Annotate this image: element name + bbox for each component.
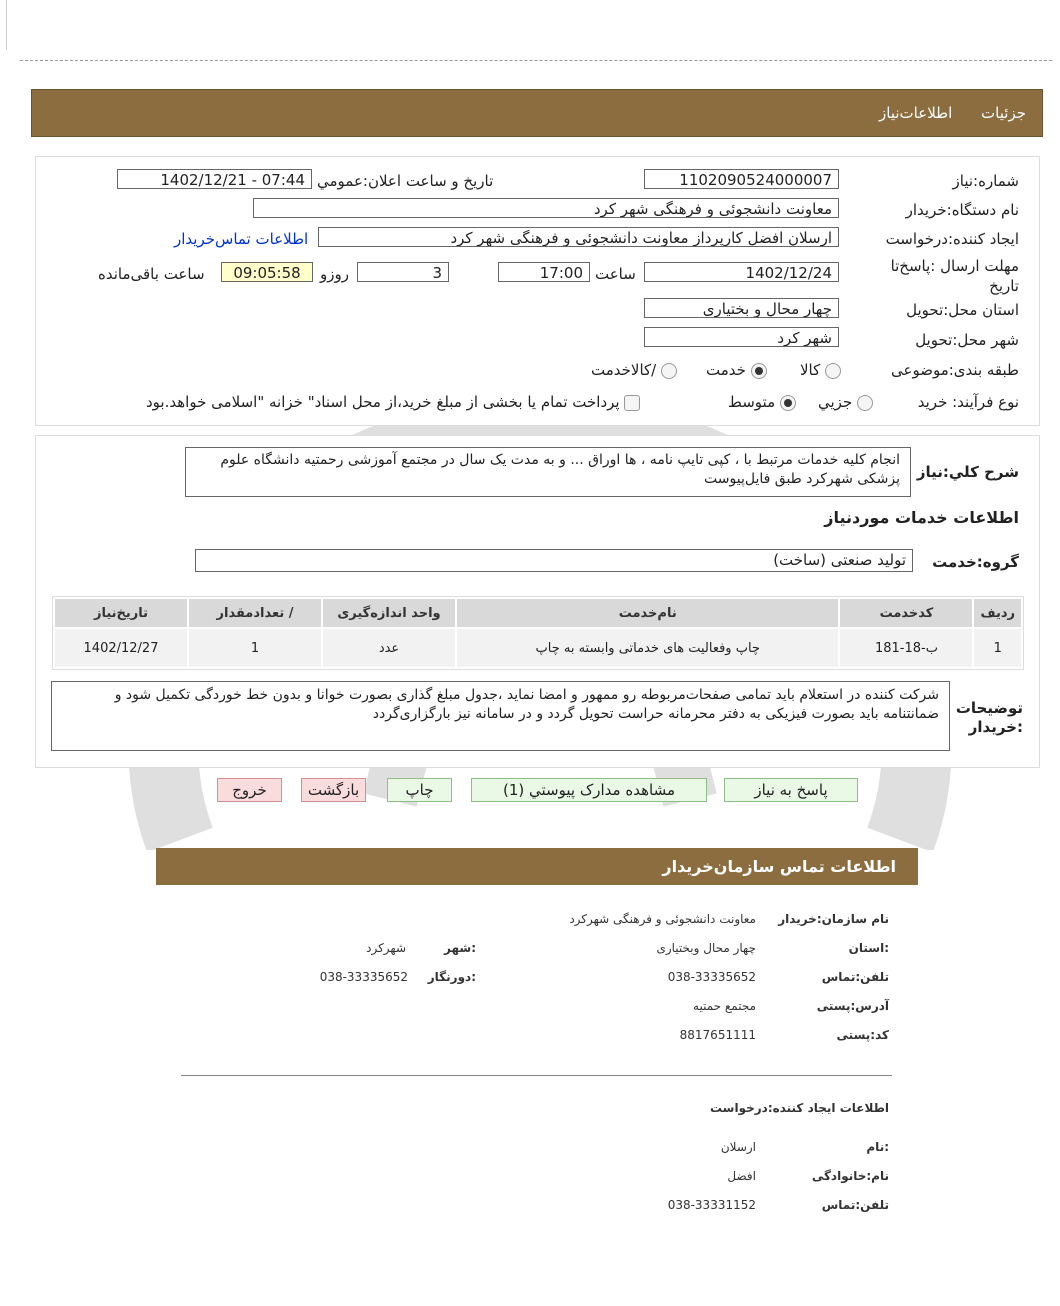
category-radio-goods-service[interactable] bbox=[591, 361, 677, 379]
contact-postal-label: کد:پستی bbox=[836, 1028, 889, 1042]
days-remaining-field: 3 bbox=[357, 262, 449, 282]
deadline-hour-label: ساعت bbox=[595, 265, 636, 283]
col-service-name: نام‌خدمت bbox=[457, 599, 838, 627]
checkbox-icon[interactable] bbox=[624, 395, 640, 411]
deadline-time-field: 17:00 bbox=[498, 262, 590, 282]
cell-unit: عدد bbox=[323, 629, 455, 667]
deadline-label: مهلت ارسال :پاسخ‌تا تاریخ bbox=[890, 257, 1019, 295]
radio-icon[interactable] bbox=[857, 395, 873, 411]
col-unit: واحد اندازه‌گیری bbox=[323, 599, 455, 627]
need-number-field: 1102090524000007 bbox=[644, 169, 839, 189]
creator-phone-label: تلفن:تماس bbox=[821, 1198, 889, 1212]
category-goods-label: کالا bbox=[800, 361, 821, 379]
category-radio-service[interactable] bbox=[706, 361, 767, 379]
contact-address-value: مجتمع حمتیه bbox=[693, 999, 756, 1013]
radio-selected-icon[interactable] bbox=[751, 363, 767, 379]
process-radio-minor[interactable] bbox=[818, 393, 873, 411]
creator-name-label: :نام bbox=[866, 1140, 889, 1154]
category-goods-service-label: /کالاخدمت bbox=[591, 361, 657, 379]
contact-section-title: اطلاعات تماس سازمان‌خریدار bbox=[662, 857, 896, 876]
contact-section-header bbox=[156, 848, 918, 885]
creator-info-title: اطلاعات ایجاد کننده:درخواست bbox=[709, 1101, 889, 1115]
view-attachments-button[interactable]: مشاهده مدارک پیوستي (1) bbox=[471, 778, 707, 802]
details-header-bar bbox=[31, 89, 1043, 137]
announce-label: تاریخ و ساعت اعلان:عمومي bbox=[317, 172, 494, 190]
process-radio-medium[interactable] bbox=[728, 393, 796, 411]
category-label: طبقه بندی:موضوعی bbox=[891, 361, 1019, 379]
col-row: ردیف bbox=[974, 599, 1021, 627]
creator-name-value: ارسلان bbox=[720, 1140, 756, 1154]
exit-button[interactable]: خروج bbox=[217, 778, 282, 802]
creator-field: ارسلان افضل کارپرداز معاونت دانشجوئی و فرهنگی شهر کرد bbox=[318, 227, 839, 247]
category-service-label: خدمت bbox=[706, 361, 746, 379]
buyer-contact-link[interactable]: اطلاعات تماس‌خریدار bbox=[174, 230, 309, 248]
province-field: چهار محال و بختیاری bbox=[644, 298, 839, 318]
contact-fax-value: 038-33335652 bbox=[319, 970, 408, 984]
radio-icon[interactable] bbox=[825, 363, 841, 379]
tab-details[interactable]: جزئیات bbox=[981, 104, 1026, 122]
payment-note-label: پرداخت تمام یا بخشی از مبلغ خرید،از محل اسناد" خزانه "اسلامی خواهد.بود bbox=[146, 393, 620, 411]
radio-icon[interactable] bbox=[661, 363, 677, 379]
radio-selected-icon[interactable] bbox=[780, 395, 796, 411]
print-button[interactable]: چاپ bbox=[387, 778, 452, 802]
contact-postal-value: 8817651111 bbox=[679, 1028, 756, 1042]
left-border-line bbox=[6, 0, 7, 50]
col-need-date: تاریخ‌نیاز bbox=[55, 599, 187, 627]
contact-province-label: :استان bbox=[848, 941, 889, 955]
need-number-label: شماره:نیاز bbox=[952, 172, 1019, 190]
creator-label: ایجاد کننده:درخواست bbox=[885, 230, 1019, 248]
reply-button[interactable]: پاسخ به نیاز bbox=[724, 778, 858, 802]
col-quantity: / تعدادمقدار bbox=[189, 599, 321, 627]
days-label: روزو bbox=[320, 265, 349, 283]
services-title: اطلاعات خدمات موردنیاز bbox=[824, 508, 1019, 527]
contact-city-value: شهرکرد bbox=[366, 941, 406, 955]
city-field: شهر کرد bbox=[644, 327, 839, 347]
col-service-code: کدخدمت bbox=[840, 599, 972, 627]
contact-province-value: چهار محال وبختیاری bbox=[656, 941, 756, 955]
province-label: استان محل:تحویل bbox=[906, 301, 1019, 319]
cell-service-name: چاپ وفعالیت های خدماتی وابسته به چاپ bbox=[457, 629, 838, 667]
services-table bbox=[53, 597, 1023, 669]
table-header-row bbox=[55, 599, 1021, 627]
creator-phone-value: 038-33331152 bbox=[667, 1198, 756, 1212]
service-group-field: تولید صنعتی (ساخت) bbox=[195, 549, 913, 572]
cell-quantity: 1 bbox=[189, 629, 321, 667]
tab-need-info[interactable]: اطلاعات‌نیاز bbox=[879, 104, 953, 122]
contact-org-label: نام سازمان:خریدار bbox=[778, 912, 889, 926]
back-button[interactable]: بازگشت bbox=[301, 778, 366, 802]
buyer-org-field: معاونت دانشجوئی و فرهنگی شهر کرد bbox=[253, 198, 839, 218]
buyer-notes-box: شرکت کننده در استعلام باید تمامی صفحات‌مربوطه رو ممهور و امضا نماید ،جدول مبلغ گذاری بصورت خوانا و بدون خط خوردگی تکمیل شود و ضمانتنامه باید بصورت فیزیکی به دفتر محرمانه حراست تحویل گردد و در سامانه نیز بارگزاری‌گردد bbox=[51, 681, 950, 751]
cell-service-code: ب-18-181 bbox=[840, 629, 972, 667]
contact-phone-label: تلفن:تماس bbox=[821, 970, 889, 984]
remaining-time-field: 09:05:58 bbox=[221, 262, 313, 282]
city-label: شهر محل:تحویل bbox=[915, 331, 1019, 349]
cell-row: 1 bbox=[974, 629, 1021, 667]
process-type-label: نوع فرآیند: خرید bbox=[917, 393, 1019, 411]
deadline-date-field: 1402/12/24 bbox=[644, 262, 839, 282]
creator-family-label: نام:خانوادگی bbox=[811, 1169, 889, 1183]
top-divider bbox=[20, 60, 1052, 61]
contact-org-value: معاونت دانشجوئی و فرهنگی شهرکرد bbox=[569, 912, 756, 926]
payment-treasury-checkbox[interactable] bbox=[146, 393, 640, 411]
creator-family-value: افضل bbox=[727, 1169, 756, 1183]
category-radio-goods[interactable] bbox=[800, 361, 841, 379]
contact-address-label: آدرس:پستی bbox=[816, 999, 889, 1013]
remaining-time-label: ساعت باقی‌مانده bbox=[98, 265, 205, 283]
contact-divider bbox=[181, 1075, 892, 1076]
cell-need-date: 1402/12/27 bbox=[55, 629, 187, 667]
contact-fax-label: :دورنگار bbox=[427, 970, 476, 984]
contact-city-label: :شهر bbox=[444, 941, 476, 955]
process-medium-label: متوسط bbox=[728, 393, 776, 411]
contact-phone-value: 038-33335652 bbox=[667, 970, 756, 984]
services-table-wrapper bbox=[52, 596, 1024, 670]
process-minor-label: جزيي bbox=[818, 393, 853, 411]
announce-field: 1402/12/21 - 07:44 bbox=[117, 169, 312, 189]
buyer-org-label: نام دستگاه:خریدار bbox=[905, 201, 1019, 219]
description-label: شرح کلي:نیاز bbox=[916, 463, 1019, 481]
description-box: انجام کلیه خدمات مرتبط با ، کپی تایپ نامه ، ها اوراق ... و به مدت یک سال در مجتمع آموزشی رحمتیه دانشگاه علوم پزشکی شهرکرد طبق فایل‌پیوست bbox=[185, 447, 911, 497]
service-group-label: گروه:خدمت bbox=[932, 553, 1019, 571]
table-row bbox=[55, 629, 1021, 667]
buyer-notes-label: توضیحات :خریدار bbox=[955, 699, 1023, 736]
